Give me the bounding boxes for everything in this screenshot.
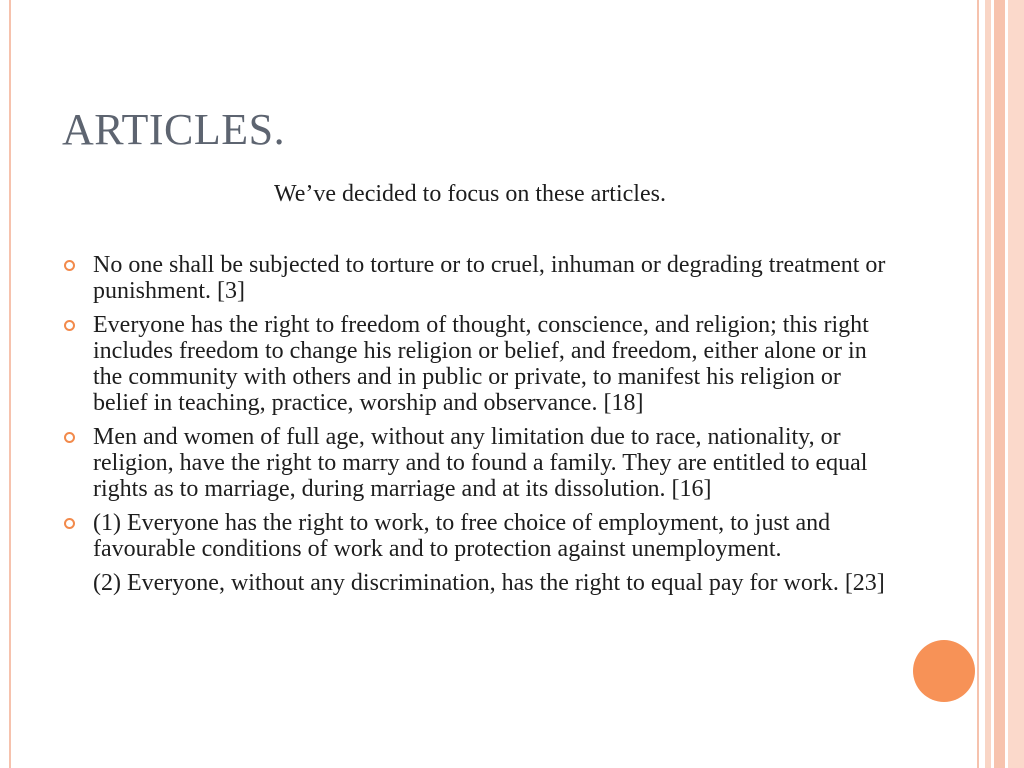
accent-circle [913,640,975,702]
ring-bullet-icon [64,320,75,331]
bullet-text: Men and women of full age, without any limitation due to race, nationality, or religion, have the right to marry and to found a family. They are entitled to equal rights as to marriage, during marriage and at its dissolution. [16] [93,424,868,502]
bullet-item [60,312,890,416]
bullet-item [60,424,890,502]
slide-subtitle: We’ve decided to focus on these articles. [274,181,666,207]
ring-bullet-icon [64,432,75,443]
bullet-item [60,252,890,304]
slide-title: ARTICLES. [62,105,286,154]
bullet-text-continuation: (2) Everyone, without any discrimination, has the right to equal pay for work. [23] [93,570,885,596]
bullet-list [60,252,890,604]
bullet-text: No one shall be subjected to torture or to cruel, inhuman or degrading treatment or punishment. [3] [93,252,886,304]
ring-bullet-icon [64,260,75,271]
right-border-line [977,0,979,768]
bullet-text: Everyone has the right to freedom of thought, conscience, and religion; this right includes freedom to change his religion or belief, and freedom, either alone or in the community with others and in public or private, to manifest his religion or belief in teaching, practice, worship and observance. [18] [93,312,869,416]
left-border-line [9,0,11,768]
ring-bullet-icon [64,518,75,529]
bullet-text: (1) Everyone has the right to work, to free choice of employment, to just and favourable conditions of work and to protection against unemployment. [93,510,831,562]
bullet-item [60,510,890,596]
right-border-band [985,0,1024,768]
